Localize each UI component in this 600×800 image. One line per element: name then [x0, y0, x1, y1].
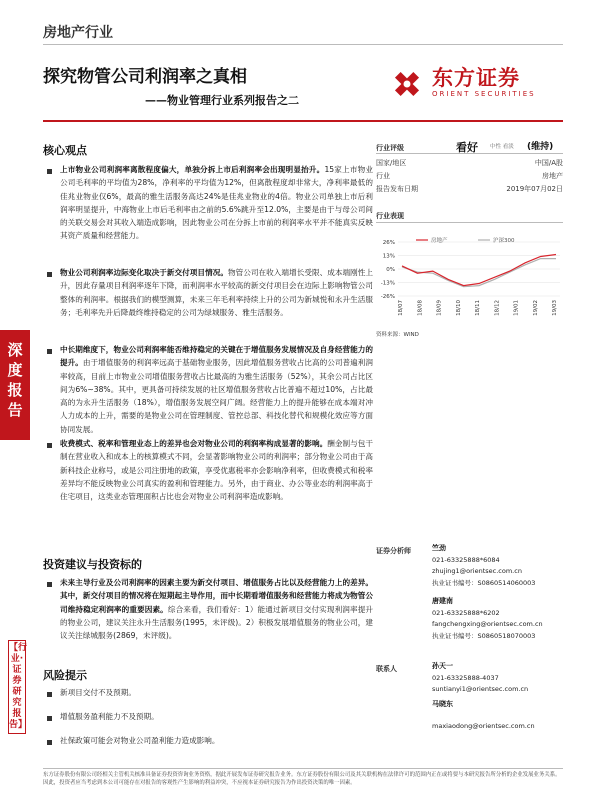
rating-value: 看好: [456, 141, 478, 154]
disclaimer-text: 东方证券股份有限公司经相关主管机关核准具备证券投资咨询业务资格，据此开展发布证券研究报告业务。东方证券股份有限公司及其关联机构在法律许可的范围内正在或将要与本研究报告所分析的企业发展业务关系。因此，投资者应当考虑到本公司可能存在对报告的客观性产生影响的利益冲突，不应视本证券研究报告为作出投资决策的唯一因素。: [43, 772, 561, 786]
advice-bullet-1-body: 综合来看，我们看好：1）能通过新项目交付实现利润率提升的物业公司，建议关注永升生活服务(1995，未评级)。2）积极发展增值服务的物业公司，建议关注绿城服务(2869，未评级)。: [60, 604, 373, 641]
section-advice-heading: 投资建议与投资标的: [43, 558, 142, 571]
chart-legend-label: 房地产: [431, 238, 448, 244]
core-bullet-4-lead: 收费模式、税率和管理业态上的差异也会对物业公司的利润率构成显著的影响。: [60, 439, 328, 448]
analyst-email[interactable]: zhujing1@orientsec.com.cn: [432, 567, 522, 575]
contact-phone: 021-63325888-4037: [432, 673, 499, 682]
report-subtitle: ——物业管理行业系列报告之二: [145, 94, 299, 107]
section-core-heading: 核心观点: [43, 144, 87, 157]
section-risk-heading: 风险提示: [43, 669, 87, 682]
bullet-dot: [47, 716, 52, 721]
core-bullet-1: [60, 163, 373, 243]
performance-divider: [376, 222, 563, 223]
contact-name: 孙天一: [432, 662, 453, 670]
logo-text-cn: 东方证券: [432, 66, 520, 90]
advice-bullet-1-lead: 未来主导行业及公司利润率的因素主要为新交付项目、增值服务占比以及经营能力上的差异。其中，新交付项目的情况将在短期起主导作用，而中长期看增值服务和经营能力将成为物管公司维持稳定利润率的重要因素。: [60, 578, 373, 614]
contact-email[interactable]: suntianyi1@orientsec.com.cn: [432, 685, 529, 693]
chart-x-tick-label: 18/10: [455, 300, 462, 316]
chart-x-tick-label: 19/03: [552, 300, 558, 316]
bullet-dot: [47, 692, 52, 697]
core-bullet-2-body: 物管公司在收入端增长受限、成本端刚性上升，因此存量项目利润率逐年下降，而利润率水平较高的新交付项目会在边际上影响物管公司整体的利润率。根据我们的模型测算，未来三年毛利率持续上升的公司为新城悦和永升生活服务；毛利率先升后降最终维持稳定的公司为绿城服务、雅生活服务。: [60, 268, 374, 317]
top-divider: [43, 44, 563, 45]
core-bullet-4-body: 酬金制与包干制在营业收入和成本上的核算模式不同，会显著影响物业公司的利润率；部分物业公司由于高新科技企业称号，或是公司注册地的政策，享受优惠税率亦会影响净利率，但收费模式和税率差异均不能反映物业公司真实的盈利和管理能力。另外，由于商业、办公等业态的利润率高于住宅项目，这类业态管理面积占比也会对物业公司利润率造成影响。: [60, 439, 374, 502]
chart-y-tick-label: -26%: [380, 294, 395, 300]
industry-performance-chart: [376, 236, 566, 318]
analyst-phone: 021-63325888*6084: [432, 555, 500, 564]
analyst-phone: 021-63325888*6202: [432, 608, 500, 617]
core-bullet-1-body: 15家上市物业公司毛利率的平均值为28%，净利率的平均值为12%，但离散程度却非常大，净利率最低的佳兆业物业仅6%，最高的雅生活服务高达24%是佳兆业物业的4倍。物业公司单独上市后利润率明显提升，中海物业上市后毛利率由之前的5.6%跳升至12.0%，主要是由于与母公司间的关联交易会对其收入端造成影响，因此物业公司在分拆上市前的利润率水平并不能真实反映其资产质量和经营能力。: [60, 165, 373, 241]
chart-y-tick-label: 26%: [382, 240, 395, 246]
rating-divider: [376, 153, 563, 154]
analyst-card-1: [432, 543, 535, 589]
analyst-label: 证券分析师: [376, 547, 411, 555]
analyst-card-2: [432, 596, 543, 642]
contact-name: 马晓东: [432, 700, 453, 708]
bullet-dot: [47, 443, 52, 448]
chart-x-tick-label: 18/12: [494, 300, 501, 316]
chart-y-tick-label: 0%: [386, 267, 395, 273]
chart-x-tick-label: 18/11: [475, 300, 481, 316]
chart-x-tick-label: 18/09: [436, 300, 443, 316]
bullet-dot: [47, 169, 52, 174]
advice-bullet-1: [60, 576, 373, 642]
logo-text-en: ORIENT SECURITIES: [432, 90, 536, 98]
rating-label: 行业评级: [376, 144, 404, 152]
analyst-license: 执业证书编号：S0860514060003: [432, 578, 536, 587]
rating-row-value: 2019年07月02日: [506, 185, 563, 193]
analyst-license: 执业证书编号：S0860518070003: [432, 631, 536, 640]
header-red-divider: [43, 120, 563, 122]
bullet-dot: [47, 272, 52, 277]
core-bullet-4: [60, 437, 373, 503]
chart-x-tick-label: 19/01: [513, 300, 520, 316]
core-bullet-3: [60, 343, 373, 436]
footer-divider: [43, 768, 563, 769]
analyst-email[interactable]: fangchengxing@orientsec.com.cn: [432, 620, 543, 628]
core-bullet-2: [60, 266, 373, 319]
chart-y-tick-label: -13%: [380, 280, 395, 287]
orient-logo-icon: [385, 62, 429, 106]
report-sector: 房地产行业: [43, 25, 113, 41]
contact-card-1: [432, 661, 528, 696]
chart-x-tick-label: 18/07: [398, 300, 404, 316]
chart-y-tick-label: 13%: [382, 253, 395, 260]
bullet-dot: [47, 740, 52, 745]
core-bullet-3-body: 由于增值服务的利润率远高于基础物业服务，因此增值服务营收占比高的公司普遍利润率较高，目前上市物业公司增值服务营收占比最高的为雅生活服务（52%），其余公司占比区间为6%~38%。其中，更具备可持续发展的社区增值服务营收占比普遍不超过10%，占比最高的为永升生活服务（18%），增值服务发展空间广阔。经营能力上的提升能够在成本端对冲人力成本的上升，需要的是物业公司在管理制度、管控总部、科技化替代和规模化效应等方面协同发展。: [60, 358, 373, 434]
rating-row-value: 中国/A股: [534, 159, 563, 167]
analyst-name: 唐建南: [432, 597, 453, 605]
performance-heading: 行业表现: [376, 212, 404, 220]
core-bullet-2-lead: 物业公司利润率边际变化取决于新交付项目情况。: [60, 268, 228, 277]
chart-x-tick-label: 18/08: [417, 300, 424, 316]
chart-x-tick-label: 19/02: [532, 300, 539, 316]
side-footer-label: 【行业·证券研究报告】: [8, 640, 26, 734]
contact-email[interactable]: maxiaodong@orientsec.com.cn: [432, 721, 535, 730]
side-tab-label: 深度报告: [7, 341, 23, 419]
rating-row-value: 房地产: [542, 172, 563, 180]
rating-row-label: 行业: [376, 172, 390, 180]
chart-series-line-0: [402, 255, 556, 286]
rating-options: 中性 看淡: [490, 144, 514, 150]
chart-source: 资料来源：WIND: [376, 332, 419, 338]
chart-legend-label: 沪深300: [493, 238, 515, 244]
contact-spacer: [432, 711, 535, 721]
risk-item-2: 增值服务盈利能力不及预期。: [60, 712, 159, 721]
bullet-dot: [47, 349, 52, 354]
contact-label: 联系人: [376, 665, 397, 673]
core-bullet-1-lead: 上市物业公司利润率离散程度偏大，单独分拆上市后利润率会出现明显抬升。: [60, 165, 325, 174]
rating-row-label: 报告发布日期: [376, 185, 418, 193]
analyst-name: 竺劲: [432, 544, 446, 552]
rating-maintain: (维持): [527, 142, 554, 152]
contact-card-2: [432, 699, 535, 732]
rating-row-label: 国家/地区: [376, 159, 407, 167]
bullet-dot: [47, 582, 52, 587]
risk-item-1: 新项目交付不及预期。: [60, 688, 136, 697]
risk-item-3: 社保政策可能会对物业公司盈利能力造成影响。: [60, 736, 220, 745]
core-bullet-3-lead: 中长期维度下，物业公司利润率能否维持稳定的关键在于增值服务发展情况及自身经营能力的提升。: [60, 345, 373, 368]
report-title: 探究物管公司利润率之真相: [43, 67, 247, 87]
